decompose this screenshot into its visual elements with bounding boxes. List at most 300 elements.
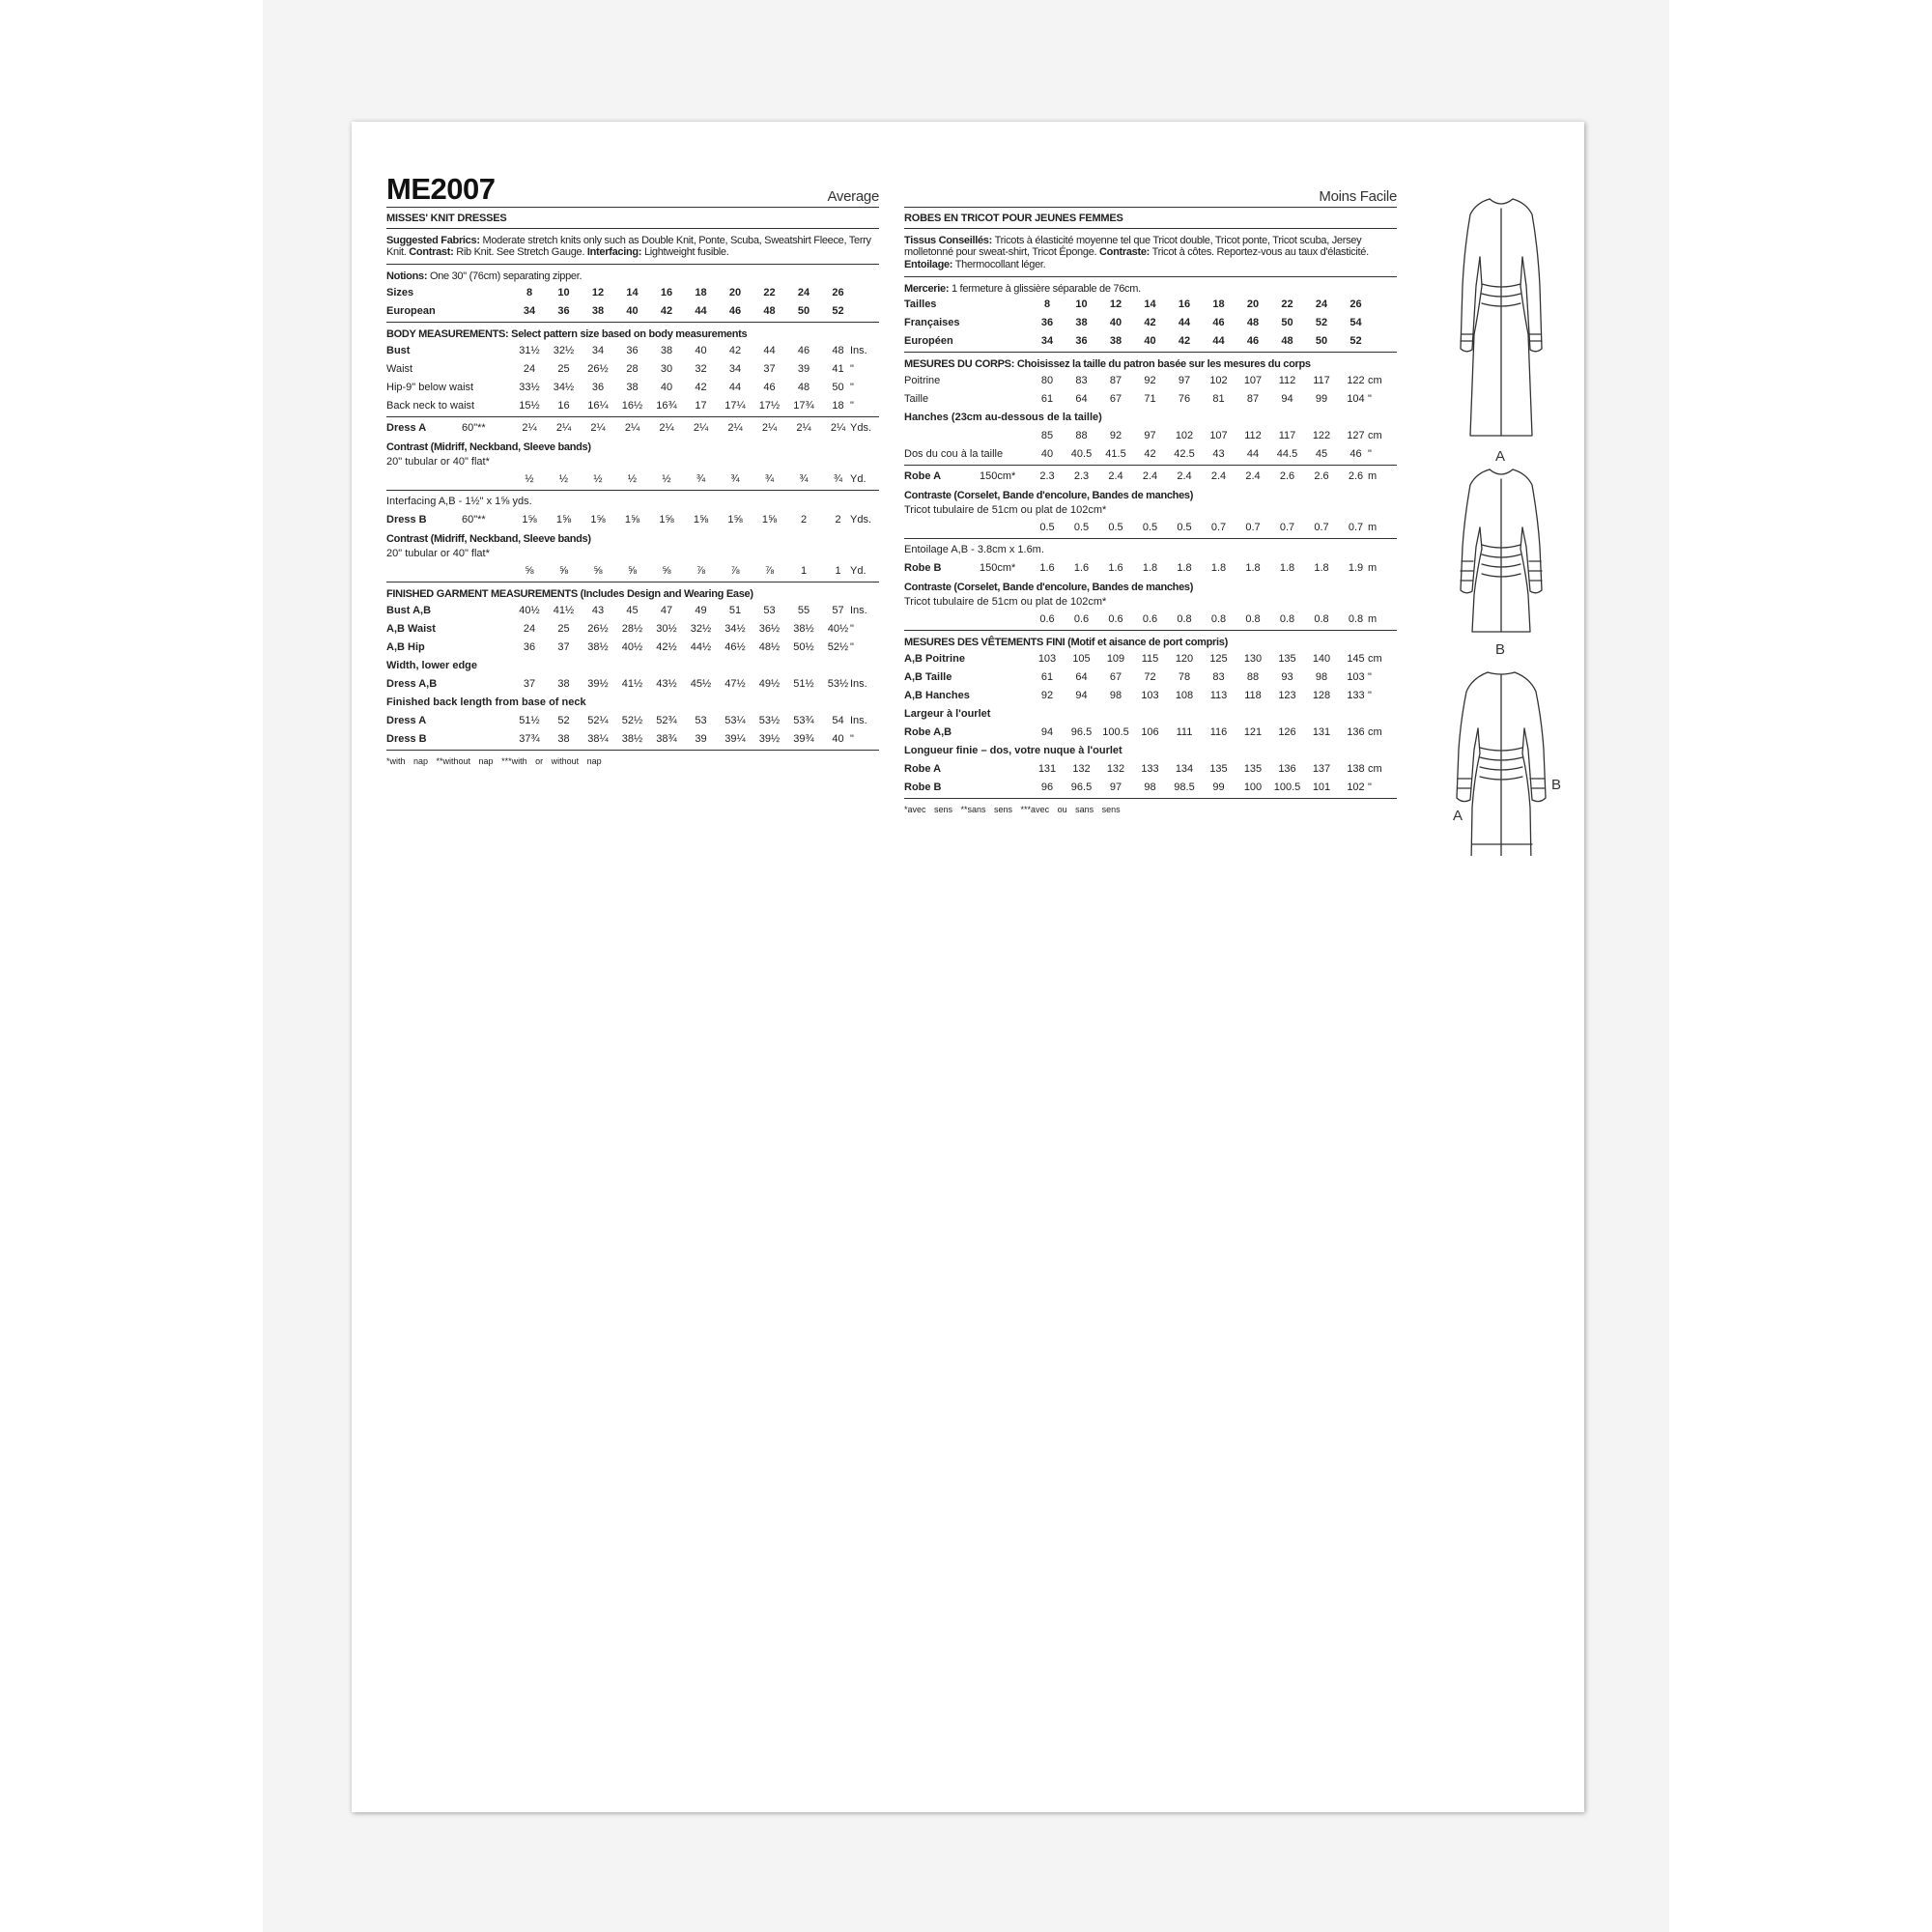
table-cell: 96.5	[1070, 781, 1093, 794]
contrast-width: Tricot tubulaire de 51cm ou plat de 102cm*	[904, 504, 1107, 517]
table-row	[386, 695, 879, 713]
table-cell: 2¼	[659, 421, 674, 434]
table-cell: 0.8	[1348, 613, 1364, 626]
finished-measurements-section-fr	[904, 630, 1397, 798]
table-cell: 2.6	[1314, 470, 1329, 483]
table-cell: 1⅝	[555, 513, 572, 526]
table-cell: 8	[526, 286, 533, 298]
row-label: Robe A,B	[904, 726, 952, 739]
table-cell: 24	[1315, 298, 1328, 311]
table-cell: ¾	[764, 472, 775, 485]
row-unit: "	[850, 381, 854, 393]
table-cell: 112	[1278, 375, 1296, 387]
row-label: Hip-9" below waist	[386, 381, 474, 393]
table-cell: ½	[593, 472, 603, 485]
table-cell: 46	[1246, 335, 1260, 348]
table-cell: 109	[1106, 653, 1125, 666]
table-cell: 38½	[587, 640, 609, 653]
table-cell: 87	[1109, 375, 1122, 387]
table-cell: 42½	[656, 640, 677, 653]
table-cell: 136	[1347, 726, 1365, 739]
row-label: Européen	[904, 335, 953, 348]
table-cell: 99	[1212, 781, 1225, 794]
contrast-width-row	[904, 596, 1397, 611]
table-cell: 0.6	[1039, 613, 1055, 626]
table-cell: 116	[1209, 726, 1228, 739]
table-cell: 15½	[519, 399, 540, 412]
table-cell: 133	[1141, 763, 1159, 776]
contrast-text: Rib Knit. See Stretch Gauge.	[456, 246, 585, 259]
table-cell: 20	[1246, 298, 1260, 311]
table-cell: 2.3	[1073, 470, 1090, 483]
table-row	[386, 343, 879, 361]
row-unit: "	[1368, 448, 1372, 461]
body-measurements-heading-fr: MESURES DU CORPS: Choisissez la taille du patron basée sur les mesures du corps	[904, 358, 1311, 371]
table-cell: 10	[557, 286, 570, 298]
table-cell: 26	[832, 286, 844, 298]
table-cell: 0.5	[1142, 522, 1158, 534]
table-cell: 100	[1243, 781, 1263, 794]
table-cell: 76	[1178, 393, 1191, 406]
table-cell: 57	[832, 604, 844, 616]
table-cell: 39	[695, 732, 707, 745]
table-cell: 0.7	[1245, 522, 1261, 534]
table-cell: 1.8	[1245, 562, 1261, 575]
row-unit: m	[1368, 613, 1378, 626]
contrast-width-row	[904, 504, 1397, 520]
table-cell: 103	[1347, 671, 1365, 684]
table-cell: ⅝	[627, 564, 638, 577]
table-cell: 98	[1109, 690, 1122, 702]
notions-label: Notions:	[386, 270, 428, 282]
table-cell: 36	[1040, 317, 1054, 329]
table-cell: 36	[1075, 335, 1088, 348]
table-cell: 46	[728, 304, 742, 317]
row-unit: Yd.	[850, 472, 867, 485]
table-cell: 40	[1144, 335, 1156, 348]
fabric-width: 150cm*	[980, 470, 1016, 483]
table-cell: 0.8	[1210, 613, 1227, 626]
table-cell: 0.5	[1108, 522, 1123, 534]
pattern-code: ME2007	[386, 172, 496, 206]
table-cell: 40	[626, 304, 639, 317]
row-label: Taille	[904, 393, 929, 406]
table-cell: 105	[1072, 653, 1091, 666]
table-cell: ¾	[799, 472, 809, 485]
table-cell: 52¼	[587, 714, 609, 726]
table-row	[904, 428, 1397, 446]
notions-section-fr	[904, 276, 1397, 353]
table-cell: 44	[763, 344, 776, 356]
finished-measurements-table-fr	[904, 651, 1397, 798]
table-cell: 1.8	[1279, 562, 1295, 575]
table-cell: 16½	[621, 399, 643, 412]
table-cell: 67	[1109, 393, 1122, 406]
table-cell: 36	[626, 344, 639, 356]
table-cell: 88	[1075, 430, 1088, 442]
table-cell: 52	[1315, 317, 1328, 329]
table-row	[904, 688, 1397, 706]
table-cell: 31½	[519, 344, 540, 356]
fabrics-label: Suggested Fabrics:	[386, 234, 480, 246]
table-cell: 38¼	[587, 732, 609, 745]
table-cell: 40	[1040, 448, 1054, 461]
table-cell: 36	[557, 304, 570, 317]
table-cell: 36½	[758, 622, 781, 635]
table-cell: 121	[1243, 726, 1263, 739]
dress-a-front-sketch	[1461, 199, 1542, 436]
table-cell: 88	[1246, 671, 1260, 684]
robe-a-yardage-table	[904, 469, 1397, 538]
table-cell: 135	[1209, 763, 1228, 776]
row-unit: m	[1368, 562, 1378, 575]
table-cell: 61	[1040, 393, 1054, 406]
row-label: Dress B	[386, 513, 427, 526]
table-cell: 140	[1312, 653, 1331, 666]
notions-text: One 30" (76cm) separating zipper.	[429, 270, 582, 282]
table-cell: 115	[1141, 653, 1159, 666]
table-cell: 2.6	[1348, 470, 1364, 483]
table-cell: 0.5	[1073, 522, 1090, 534]
table-row	[904, 297, 1397, 315]
row-unit: "	[850, 732, 854, 745]
table-cell: 107	[1243, 375, 1263, 387]
table-cell: 22	[763, 286, 776, 298]
table-cell: 108	[1175, 690, 1194, 702]
table-row	[904, 560, 1397, 579]
table-cell: 40½	[621, 640, 643, 653]
header-fr	[904, 172, 1397, 208]
table-cell: ⅞	[730, 564, 740, 577]
table-cell: 48	[1281, 335, 1293, 348]
size-table-fr	[904, 297, 1397, 352]
table-cell: 101	[1312, 781, 1331, 794]
table-cell: 83	[1212, 671, 1225, 684]
row-unit: "	[850, 622, 854, 635]
table-cell: 16	[1178, 298, 1191, 311]
contrast-width-row	[386, 548, 879, 563]
table-cell: 42	[728, 344, 742, 356]
table-cell: 122	[1312, 430, 1331, 442]
table-cell: 67	[1109, 671, 1122, 684]
row-label: A,B Waist	[386, 622, 436, 635]
table-cell: 0.7	[1210, 522, 1227, 534]
table-row	[386, 621, 879, 639]
table-cell: 44.5	[1276, 448, 1298, 461]
body-measurements-section-fr	[904, 352, 1397, 465]
row-label: Robe B	[904, 562, 942, 575]
table-cell: 102	[1347, 781, 1365, 794]
table-cell: 17	[695, 399, 707, 412]
table-cell: 72	[1144, 671, 1156, 684]
contrast-heading: Contrast (Midriff, Neckband, Sleeve bands)	[386, 440, 591, 453]
table-cell: 42	[660, 304, 673, 317]
table-row	[904, 520, 1397, 538]
size-table	[386, 285, 879, 322]
table-cell: 94	[1075, 690, 1088, 702]
table-cell: 46	[1212, 317, 1225, 329]
contrast-heading: Contrast (Midriff, Neckband, Sleeve bands)	[386, 532, 591, 545]
table-cell: 44	[695, 304, 707, 317]
contrast-width: 20" tubular or 40" flat*	[386, 547, 490, 559]
english-column	[386, 172, 879, 766]
table-row	[386, 639, 879, 658]
table-cell: 38½	[793, 622, 814, 635]
table-cell: 38	[660, 344, 673, 356]
table-cell: 0.6	[1142, 613, 1158, 626]
table-cell: 85	[1040, 430, 1054, 442]
table-cell: 53¾	[793, 714, 814, 726]
table-cell: 41.5	[1105, 448, 1126, 461]
table-cell: 125	[1209, 653, 1228, 666]
table-cell: 25	[557, 622, 570, 635]
table-row	[386, 303, 879, 322]
dress-b-front-sketch	[1461, 469, 1542, 632]
row-label: Robe B	[904, 781, 942, 794]
interfacing-line: Interfacing A,B - 1½" x 1⅝ yds.	[386, 495, 532, 507]
row-label: Hanches (23cm au-dessous de la taille)	[904, 412, 1102, 424]
table-cell: ⅝	[662, 564, 671, 577]
table-cell: 2.4	[1108, 470, 1123, 483]
table-cell: 71	[1144, 393, 1156, 406]
table-cell: 1.8	[1210, 562, 1227, 575]
table-cell: 1⅝	[761, 513, 778, 526]
table-cell: 46½	[724, 640, 746, 653]
table-cell: ⅝	[525, 564, 534, 577]
table-cell: 96.5	[1070, 726, 1093, 739]
table-cell: 48	[832, 344, 844, 356]
pattern-envelope-back	[352, 122, 1584, 1812]
table-cell: 39¾	[793, 732, 814, 745]
difficulty-level: Average	[827, 187, 879, 205]
table-cell: 43	[591, 604, 605, 616]
table-cell: 2.4	[1210, 470, 1227, 483]
table-cell: 113	[1209, 690, 1228, 702]
table-cell: 39	[797, 362, 810, 375]
table-row	[904, 761, 1397, 780]
table-cell: 98	[1315, 671, 1328, 684]
table-cell: 53¼	[724, 714, 746, 726]
table-cell: 130	[1243, 653, 1263, 666]
contrast-width: Tricot tubulaire de 51cm ou plat de 102cm*	[904, 596, 1107, 609]
table-cell: 133	[1347, 690, 1365, 702]
table-cell: 2¼	[590, 421, 606, 434]
table-cell: 8	[1043, 298, 1051, 311]
table-cell: 145	[1347, 653, 1365, 666]
table-cell: 52	[832, 304, 844, 317]
table-cell: 64	[1075, 393, 1088, 406]
table-cell: 42	[695, 381, 707, 393]
table-cell: 2¼	[830, 421, 846, 434]
table-cell: 1.6	[1073, 562, 1090, 575]
table-row	[904, 669, 1397, 688]
table-cell: 138	[1347, 763, 1365, 776]
table-cell: 16	[660, 286, 673, 298]
table-cell: ½	[627, 472, 638, 485]
table-cell: 42	[1144, 448, 1156, 461]
row-unit: cm	[1368, 430, 1382, 442]
table-cell: 42	[1144, 317, 1156, 329]
table-cell: 39¼	[724, 732, 746, 745]
table-row	[386, 713, 879, 731]
table-cell: 92	[1109, 430, 1122, 442]
dress-b-yardage-table	[386, 512, 879, 582]
table-cell: 38½	[621, 732, 643, 745]
table-cell: 131	[1037, 763, 1057, 776]
table-cell: 53	[695, 714, 707, 726]
table-cell: 1.8	[1142, 562, 1158, 575]
row-unit: "	[1368, 781, 1372, 794]
table-cell: 33½	[519, 381, 540, 393]
row-unit: "	[1368, 690, 1372, 702]
table-cell: 1	[800, 564, 808, 577]
table-cell: 45	[626, 604, 639, 616]
table-cell: 38	[626, 381, 639, 393]
table-cell: 104	[1347, 393, 1365, 406]
notions-section	[386, 264, 879, 322]
table-cell: 28½	[621, 622, 643, 635]
table-cell: 48½	[758, 640, 781, 653]
french-column	[904, 172, 1397, 815]
table-cell: ⅝	[593, 564, 603, 577]
table-cell: 40	[660, 381, 673, 393]
row-unit: "	[1368, 393, 1372, 406]
table-cell: 53	[763, 604, 776, 616]
row-label: Sizes	[386, 286, 414, 298]
row-label: Dress A	[386, 421, 427, 434]
table-cell: 26½	[587, 362, 609, 375]
robe-b-yardage-table	[904, 560, 1397, 630]
pattern-title: MISSES' KNIT DRESSES	[386, 208, 879, 229]
table-cell: 49	[695, 604, 707, 616]
table-row	[386, 361, 879, 380]
notions-fr	[904, 280, 1397, 298]
row-unit: Ins.	[850, 344, 867, 356]
table-cell: 45	[1315, 448, 1328, 461]
row-label: Robe A	[904, 763, 942, 776]
row-label: Poitrine	[904, 375, 941, 387]
row-label: Robe A	[904, 470, 942, 483]
finished-measurements-heading-fr: MESURES DES VÊTEMENTS FINI (Motif et aisance de port compris)	[904, 637, 1228, 649]
table-cell: 41½	[621, 677, 643, 690]
interfacing-section	[386, 490, 879, 582]
body-measurements-heading: BODY MEASUREMENTS: Select pattern size based on body measurements	[386, 327, 748, 340]
table-cell: 94	[1281, 393, 1293, 406]
table-cell: 102	[1209, 375, 1228, 387]
table-cell: 38	[557, 677, 570, 690]
dress-a-yardage	[386, 416, 879, 490]
finished-measurements-section	[386, 582, 879, 750]
table-cell: 1⅝	[522, 513, 537, 526]
table-cell: 36	[591, 381, 605, 393]
table-row	[386, 563, 879, 582]
table-cell: 131	[1312, 726, 1331, 739]
table-cell: 42.5	[1174, 448, 1195, 461]
table-cell: 28	[626, 362, 639, 375]
difficulty-level-fr: Moins Facile	[1319, 187, 1397, 205]
table-cell: 10	[1075, 298, 1088, 311]
table-cell: 132	[1106, 763, 1125, 776]
table-cell: 40½	[827, 622, 849, 635]
dress-sketches-svg	[1432, 180, 1577, 856]
table-cell: 52¾	[656, 714, 677, 726]
table-cell: 16¼	[587, 399, 609, 412]
table-cell: 39½	[587, 677, 609, 690]
table-cell: 1	[835, 564, 841, 577]
table-cell: 26	[1350, 298, 1362, 311]
table-cell: 26½	[587, 622, 609, 635]
table-cell: 41	[832, 362, 844, 375]
table-cell: 98.5	[1174, 781, 1195, 794]
table-cell: 0.8	[1314, 613, 1329, 626]
footnote-fr: *avec sens **sans sens ***avec ou sans sens	[904, 798, 1397, 814]
table-cell: 112	[1244, 430, 1262, 442]
table-cell: 50	[797, 304, 810, 317]
interfacing-text: Lightweight fusible.	[643, 246, 729, 259]
table-cell: 40	[1109, 317, 1122, 329]
table-cell: 1⅝	[659, 513, 674, 526]
notions-label-fr: Mercerie:	[904, 282, 950, 295]
table-cell: 98	[1144, 781, 1156, 794]
notions	[386, 268, 879, 285]
contrast-label: Contrast:	[409, 246, 454, 259]
figure-label-b: B	[1495, 641, 1506, 658]
row-unit: "	[850, 640, 854, 653]
body-measurements-table-fr	[904, 373, 1397, 465]
table-cell: 43½	[656, 677, 677, 690]
row-label: Dress A	[386, 714, 427, 726]
table-cell: 52½	[621, 714, 643, 726]
table-row	[904, 611, 1397, 630]
interfacing-label: Interfacing:	[586, 246, 642, 259]
table-cell: 40	[832, 732, 844, 745]
table-row	[386, 285, 879, 303]
row-label: A,B Poitrine	[904, 653, 965, 666]
table-row	[904, 780, 1397, 798]
dress-illustrations	[1432, 180, 1577, 856]
row-unit: Yd.	[850, 564, 867, 577]
row-unit: cm	[1368, 763, 1382, 776]
table-cell: 78	[1178, 671, 1191, 684]
table-cell: 49½	[758, 677, 781, 690]
table-cell: 93	[1281, 671, 1293, 684]
table-cell: 92	[1040, 690, 1054, 702]
table-cell: 12	[1109, 298, 1122, 311]
table-cell: 45½	[690, 677, 712, 690]
contrast-text-fr: Tricot à côtes. Reportez-vous au taux d'élasticité.	[1151, 246, 1369, 259]
row-label: Longueur finie – dos, votre nuque à l'ourlet	[904, 745, 1122, 757]
row-unit: "	[850, 399, 854, 412]
fabric-suggestions	[386, 229, 879, 264]
row-label: Bust A,B	[386, 604, 432, 616]
table-cell: 1.8	[1177, 562, 1192, 575]
table-cell: ½	[558, 472, 569, 485]
table-cell: 64	[1075, 671, 1088, 684]
table-cell: 2¼	[555, 421, 572, 434]
table-row	[386, 731, 879, 750]
table-cell: 52	[1350, 335, 1362, 348]
table-cell: 0.8	[1279, 613, 1295, 626]
table-row	[904, 446, 1397, 465]
row-label: A,B Hip	[386, 640, 425, 653]
row-unit: Yds.	[850, 513, 872, 526]
row-unit: cm	[1368, 653, 1382, 666]
table-cell: 1⅝	[693, 513, 709, 526]
left-margin	[0, 0, 263, 1932]
table-cell: 17¾	[793, 399, 814, 412]
table-cell: 123	[1278, 690, 1296, 702]
table-cell: 46	[1350, 448, 1362, 461]
